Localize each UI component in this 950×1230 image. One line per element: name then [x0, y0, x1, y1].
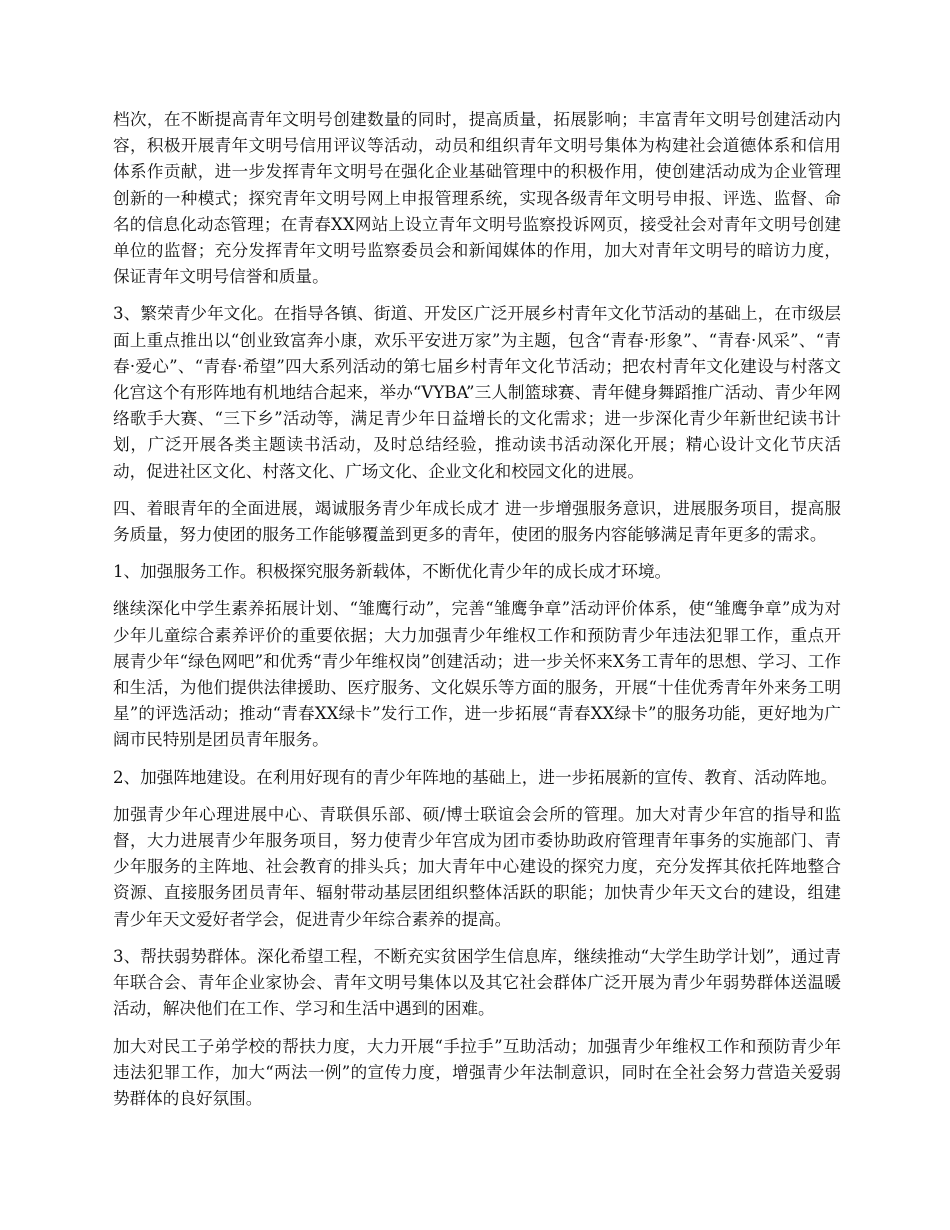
paragraph-service-details: 继续深化中学生素养拓展计划、“雏鹰行动”，完善“雏鹰争章”活动评价体系，使“雏鹰争章”成为对少年儿童综合素养评价的重要依据；大力加强青少年维权工作和预防青少年违法犯罪工作，重点开展青少年“绿色网吧”和优秀“青少年维权岗”创建活动；进一步关怀来X务工青年的思想、学习、工作和生活，为他们提供法律援助、医疗服务、文化娱乐等方面的服务，开展“十佳优秀青年外来务工明星”的评选活动；推动“青春XX绿卡”发行工作，进一步拓展“青春XX绿卡”的服务功能，更好地为广阔市民特别是团员青年服务。 [113, 599, 841, 750]
paragraph-youth-culture: 3、繁荣青少年文化。在指导各镇、街道、开发区广泛开展乡村青年文化节活动的基础上，在市级层面上重点推出以“创业致富奔小康，欢乐平安进万家”为主题，包含“青春·形象”、“青春·风采”、“青春·爱心”、“青春·希望”四大系列活动的第七届乡村青年文化节活动；把农村青年文化建设与村落文化宫这个有形阵地有机地结合起来，举办“VYBA”三人制篮球赛、青年健身舞蹈推广活动、青少年网络歌手大赛、“三下乡”活动等，满足青少年日益增长的文化需求；进一步深化青少年新世纪读书计划，广泛开展各类主题读书活动，及时总结经验，推动读书活动深化开展；精心设计文化节庆活动，促进社区文化、村落文化、广场文化、企业文化和校园文化的进展。 [113, 304, 841, 481]
paragraph-service-work: 1、加强服务工作。积极探究服务新载体，不断优化青少年的成长成才环境。 [113, 562, 672, 582]
paragraph-quality-assurance: 档次，在不断提高青年文明号创建数量的同时，提高质量，拓展影响；丰富青年文明号创建活动内容，积极开展青年文明号信用评议等活动，动员和组织青年文明号集体为构建社会道德体系和信用体系作贡献，进一步发挥青年文明号在强化企业基础管理中的积极作用，使创建活动成为企业管理创新的一种模式；探究青年文明号网上申报管理系统，实现各级青年文明号申报、评选、监督、命名的信息化动态管理；在青春XX网站上设立青年文明号监察投诉网页，接受社会对青年文明号创建单位的监督；充分发挥青年文明号监察委员会和新闻媒体的作用，加大对青年文明号的暗访力度，保证青年文明号信誉和质量。 [113, 110, 841, 287]
document-body [113, 107, 841, 1123]
paragraph-base-details: 加强青少年心理进展中心、青联俱乐部、硕/博士联谊会会所的管理。加大对青少年宫的指导和监督，大力进展青少年服务项目，努力使青少年宫成为团市委协助政府管理青年事务的实施部门、青少年服务的主阵地、社会教育的排头兵；加大青年中心建设的探究力度，充分发挥其依托阵地整合资源、直接服务团员青年、辐射带动基层团组织整体活跃的职能；加快青少年天文台的建设，组建青少年天文爱好者学会，促进青少年综合素养的提高。 [113, 804, 841, 929]
paragraph-section-four-heading: 四、着眼青年的全面进展，竭诚服务青少年成长成才 进一步增强服务意识，进展服务项目，提高服务质量，努力使团的服务工作能够覆盖到更多的青年，使团的服务内容能够满足青年更多的需求。 [113, 498, 841, 545]
paragraph-migrant-schools: 加大对民工子弟学校的帮扶力度，大力开展“手拉手”互助活动；加强青少年维权工作和预防青少年违法犯罪工作，加大“两法一例”的宣传力度，增强青少年法制意识，同时在全社会努力营造关爱弱势群体的良好氛围。 [113, 1036, 841, 1108]
paragraph-support-vulnerable: 3、帮扶弱势群体。深化希望工程，不断充实贫困学生信息库，继续推动“大学生助学计划”，通过青年联合会、青年企业家协会、青年文明号集体以及其它社会群体广泛开展为青少年弱势群体送温暖活动，解决他们在工作、学习和生活中遇到的困难。 [113, 946, 841, 1019]
paragraph-base-construction: 2、加强阵地建设。在利用好现有的青少年阵地的基础上，进一步拓展新的宣传、教育、活动阵地。 [113, 767, 838, 787]
